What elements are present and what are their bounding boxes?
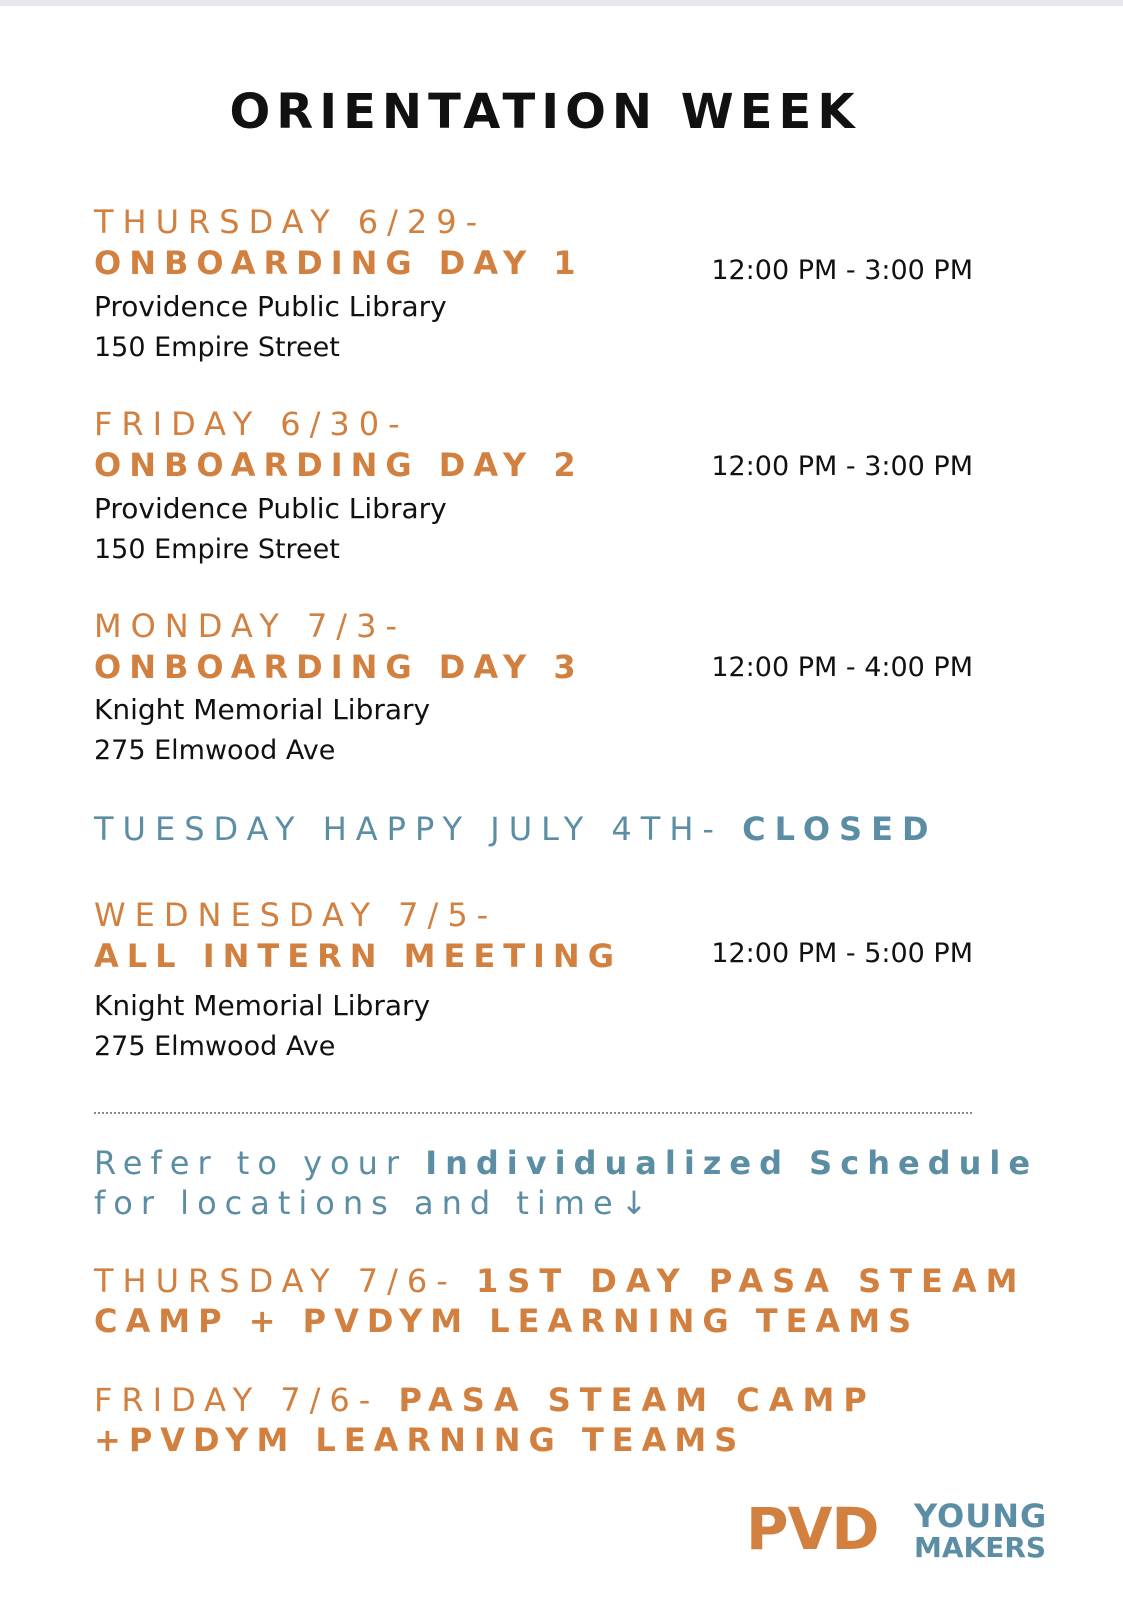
schedule-note-highlight: Individualized Schedule <box>425 1144 1039 1182</box>
event-1-time: 12:00 PM - 3:00 PM <box>711 255 973 286</box>
top-strip <box>0 0 1123 6</box>
schedule-note-prefix: Refer to your <box>94 1144 408 1182</box>
closed-status: CLOSED <box>742 810 938 848</box>
camp-day-2-line-2: +PVDYM LEARNING TEAMS <box>94 1421 746 1459</box>
event-3-time: 12:00 PM - 4:00 PM <box>711 652 973 683</box>
camp-day-1-title: 1ST DAY PASA STEAM <box>476 1262 1027 1300</box>
event-2-day: FRIDAY 6/30- <box>94 405 409 443</box>
event-3-venue: Knight Memorial Library <box>94 693 431 726</box>
event-3-day: MONDAY 7/3- <box>94 607 406 645</box>
event-4-name: ALL INTERN MEETING <box>94 937 622 975</box>
section-divider <box>94 1112 972 1114</box>
event-1-venue: Providence Public Library <box>94 290 447 323</box>
event-4-venue: Knight Memorial Library <box>94 989 431 1022</box>
camp-day-2-day: FRIDAY 7/6- <box>94 1381 380 1419</box>
event-1-day: THURSDAY 6/29- <box>94 203 487 241</box>
schedule-note-line-1 <box>94 1144 1038 1182</box>
event-1-name: ONBOARDING DAY 1 <box>94 244 584 282</box>
event-2-name: ONBOARDING DAY 2 <box>94 446 584 484</box>
event-4-address: 275 Elmwood Ave <box>94 1031 336 1062</box>
schedule-note-suffix: for locations and time↓ <box>94 1184 656 1222</box>
camp-day-1-day: THURSDAY 7/6- <box>94 1262 457 1300</box>
camp-day-1-line-1 <box>94 1262 1026 1300</box>
logo-line-1: YOUNG <box>914 1497 1048 1535</box>
event-2-venue: Providence Public Library <box>94 492 447 525</box>
event-3-address: 275 Elmwood Ave <box>94 735 336 766</box>
event-2-time: 12:00 PM - 3:00 PM <box>711 451 973 482</box>
closed-day-line <box>94 810 938 848</box>
logo-mark: PVD <box>746 1495 879 1563</box>
event-3-name: ONBOARDING DAY 3 <box>94 648 584 686</box>
logo-line-2: MAKERS <box>914 1531 1047 1564</box>
event-4-time: 12:00 PM - 5:00 PM <box>711 938 973 969</box>
camp-day-2-title: PASA STEAM CAMP <box>398 1381 876 1419</box>
event-2-address: 150 Empire Street <box>94 534 340 565</box>
page-title: ORIENTATION WEEK <box>229 84 861 140</box>
closed-day-label: TUESDAY HAPPY JULY 4TH- <box>94 810 723 848</box>
event-1-address: 150 Empire Street <box>94 332 340 363</box>
pvd-young-makers-logo <box>746 1495 1076 1565</box>
camp-day-2-line-1 <box>94 1381 876 1419</box>
event-4-day: WEDNESDAY 7/5- <box>94 896 498 934</box>
camp-day-1-line-2: CAMP + PVDYM LEARNING TEAMS <box>94 1302 920 1340</box>
